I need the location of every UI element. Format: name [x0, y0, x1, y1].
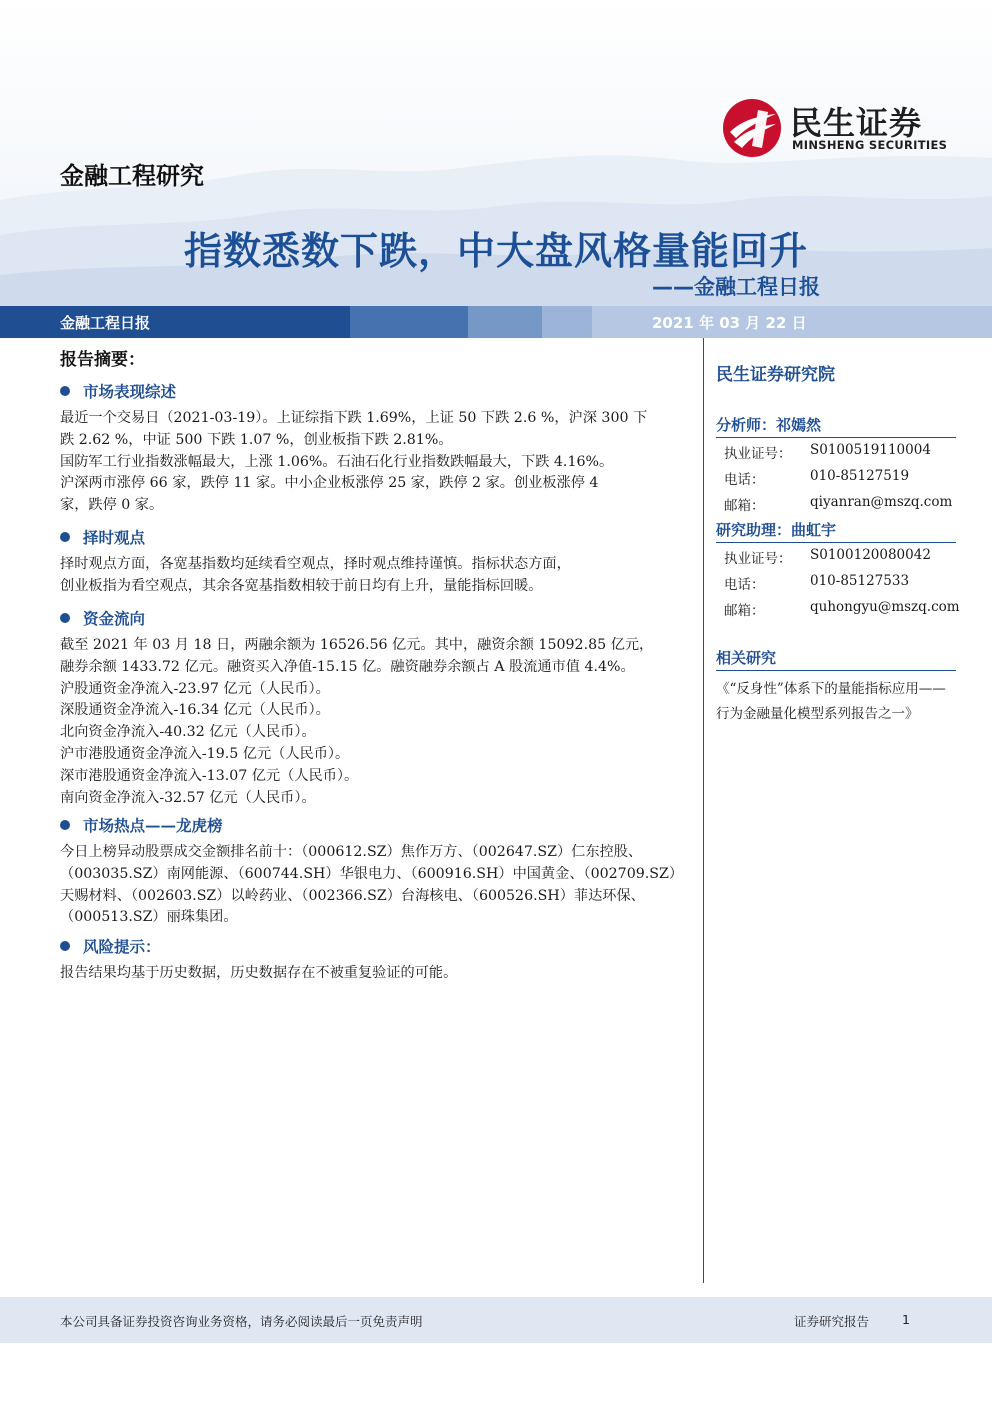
- column-divider: [703, 338, 704, 1283]
- bar-segment: [542, 306, 592, 338]
- bar-segment: [350, 306, 468, 338]
- section-risk-warning: [60, 935, 700, 985]
- section-market-overview: [60, 380, 700, 517]
- report-subtitle: ——金融工程日报: [652, 275, 820, 299]
- section-body: [60, 408, 700, 517]
- section-timing-view: [60, 526, 700, 598]
- section-capital-flow: [60, 607, 700, 809]
- info-row: [716, 490, 956, 516]
- assistant-block: [716, 519, 960, 621]
- report-date: 2021 年 03 月 22 日: [652, 314, 807, 332]
- text-line: 今日上榜异动股票成交金额排名前十：（000612.SZ）焦作万方、（002647.SZ）仁东控股、: [60, 844, 643, 860]
- bullet-icon: [60, 820, 70, 830]
- logo-english-name: MINSHENG SECURITIES: [792, 138, 948, 152]
- info-key: 邮箱：: [724, 498, 765, 514]
- logo-chinese-name: 民生证券: [790, 104, 923, 142]
- abstract-title: 报告摘要：: [60, 350, 145, 370]
- section-heading: 市场表现综述: [83, 382, 177, 401]
- company-logo: [722, 96, 972, 158]
- info-row: [716, 438, 956, 464]
- info-row: [716, 569, 956, 595]
- institute-name: 民生证券研究院: [716, 365, 835, 385]
- text-line: 沪深两市涨停 66 家，跌停 11 家。中小企业板涨停 25 家，跌停 2 家。创业板涨停 4: [60, 475, 599, 492]
- text-line: 择时观点方面，各宽基指数均延续看空观点，择时观点维持谨慎。指标状态方面，: [60, 556, 571, 572]
- report-type-label: 金融工程日报: [60, 314, 151, 332]
- related-report-link[interactable]: 行为金融量化模型系列报告之一》: [716, 706, 919, 722]
- page-footer: [0, 1297, 992, 1343]
- email-link[interactable]: qiyanran@mszq.com: [810, 494, 953, 510]
- section-body: [60, 554, 700, 598]
- disclaimer-text: 本公司具备证券投资咨询业务资格，请务必阅读最后一页免责声明: [60, 1314, 423, 1329]
- document-type: 证券研究报告: [794, 1314, 870, 1329]
- text-line: 创业板指为看空观点，其余各宽基指数相较于前日均有上升，量能指标回暖。: [60, 577, 543, 594]
- assistant-heading: 研究助理：曲虹宇: [716, 519, 956, 543]
- section-body: [60, 842, 700, 929]
- info-value: 010-85127533: [810, 573, 910, 589]
- text-line: 深市港股通资金净流入-13.07 亿元（人民币）。: [60, 767, 359, 784]
- text-line: 跌 2.62 %，中证 500 下跌 1.07 %，创业板指下跌 2.81%。: [60, 431, 453, 448]
- minsheng-logo-icon: [722, 98, 782, 158]
- report-title: 指数悉数下跌，中大盘风格量能回升: [183, 229, 808, 273]
- info-row: [716, 464, 956, 490]
- info-value: S0100120080042: [810, 547, 931, 563]
- info-value: 010-85127519: [810, 468, 910, 484]
- text-line: 报告结果均基于历史数据，历史数据存在不被重复验证的可能。: [60, 965, 458, 981]
- bullet-icon: [60, 532, 70, 542]
- text-line: 国防军工行业指数涨幅最大，上涨 1.06%。石油石化行业指数跌幅最大，下跌 4.16%。: [60, 453, 614, 470]
- info-value: S0100519110004: [810, 442, 931, 458]
- analyst-block: [716, 414, 956, 516]
- bullet-icon: [60, 613, 70, 623]
- analyst-heading: 分析师：祁嫣然: [716, 414, 956, 438]
- section-heading: 择时观点: [83, 528, 146, 547]
- text-line: 深股通资金净流入-16.34 亿元（人民币）。: [60, 702, 330, 719]
- text-line: 最近一个交易日（2021-03-19）。上证综指下跌 1.69%，上证 50 下跌 2.6 %，沪深 300 下: [60, 410, 648, 426]
- related-report-link[interactable]: 《“反身性”体系下的量能指标应用——: [716, 681, 946, 697]
- section-heading: 风险提示：: [83, 937, 161, 956]
- info-key: 电话：: [724, 577, 765, 593]
- text-line: 北向资金净流入-40.32 亿元（人民币）。: [60, 724, 316, 741]
- info-row: [716, 595, 960, 621]
- text-line: 南向资金净流入-32.57 亿元（人民币）。: [60, 789, 316, 806]
- section-heading: 资金流向: [83, 609, 146, 628]
- related-heading: 相关研究: [716, 647, 956, 671]
- section-body: [60, 635, 700, 809]
- info-key: 电话：: [724, 472, 765, 488]
- bullet-icon: [60, 386, 70, 396]
- bullet-icon: [60, 941, 70, 951]
- text-line: 家，跌停 0 家。: [60, 497, 164, 514]
- report-category: 金融工程研究: [60, 162, 204, 190]
- info-key: 执业证号：: [724, 446, 792, 462]
- text-line: （000513.SZ）丽珠集团。: [60, 909, 238, 926]
- text-line: 沪市港股通资金净流入-19.5 亿元（人民币）。: [60, 745, 350, 762]
- info-key: 邮箱：: [724, 603, 765, 619]
- section-heading: 市场热点——龙虎榜: [83, 816, 223, 835]
- report-info-bar: [0, 306, 992, 338]
- text-line: （003035.SZ）南网能源、（600744.SH）华银电力、（600916.SH）中国黄金、（002709.SZ）: [60, 865, 684, 882]
- page-number: 1: [902, 1312, 910, 1327]
- text-line: 截至 2021 年 03 月 18 日，两融余额为 16526.56 亿元。其中，融资余额 15092.85 亿元，: [60, 637, 654, 653]
- bar-segment: [468, 306, 542, 338]
- text-line: 天赐材料、（002603.SZ）以岭药业、（002366.SZ）台海核电、（600526.SH）菲达环保、: [60, 887, 645, 904]
- text-line: 融券余额 1433.72 亿元。融资买入净值-15.15 亿。融资融券余额占 A 股流通市值 4.4%。: [60, 658, 635, 675]
- email-link[interactable]: quhongyu@mszq.com: [810, 599, 960, 615]
- section-hot-stocks: [60, 814, 700, 929]
- text-line: 沪股通资金净流入-23.97 亿元（人民币）。: [60, 680, 330, 697]
- info-key: 执业证号：: [724, 551, 792, 567]
- related-research-block: [716, 647, 956, 727]
- info-row: [716, 543, 956, 569]
- section-body: [60, 963, 700, 985]
